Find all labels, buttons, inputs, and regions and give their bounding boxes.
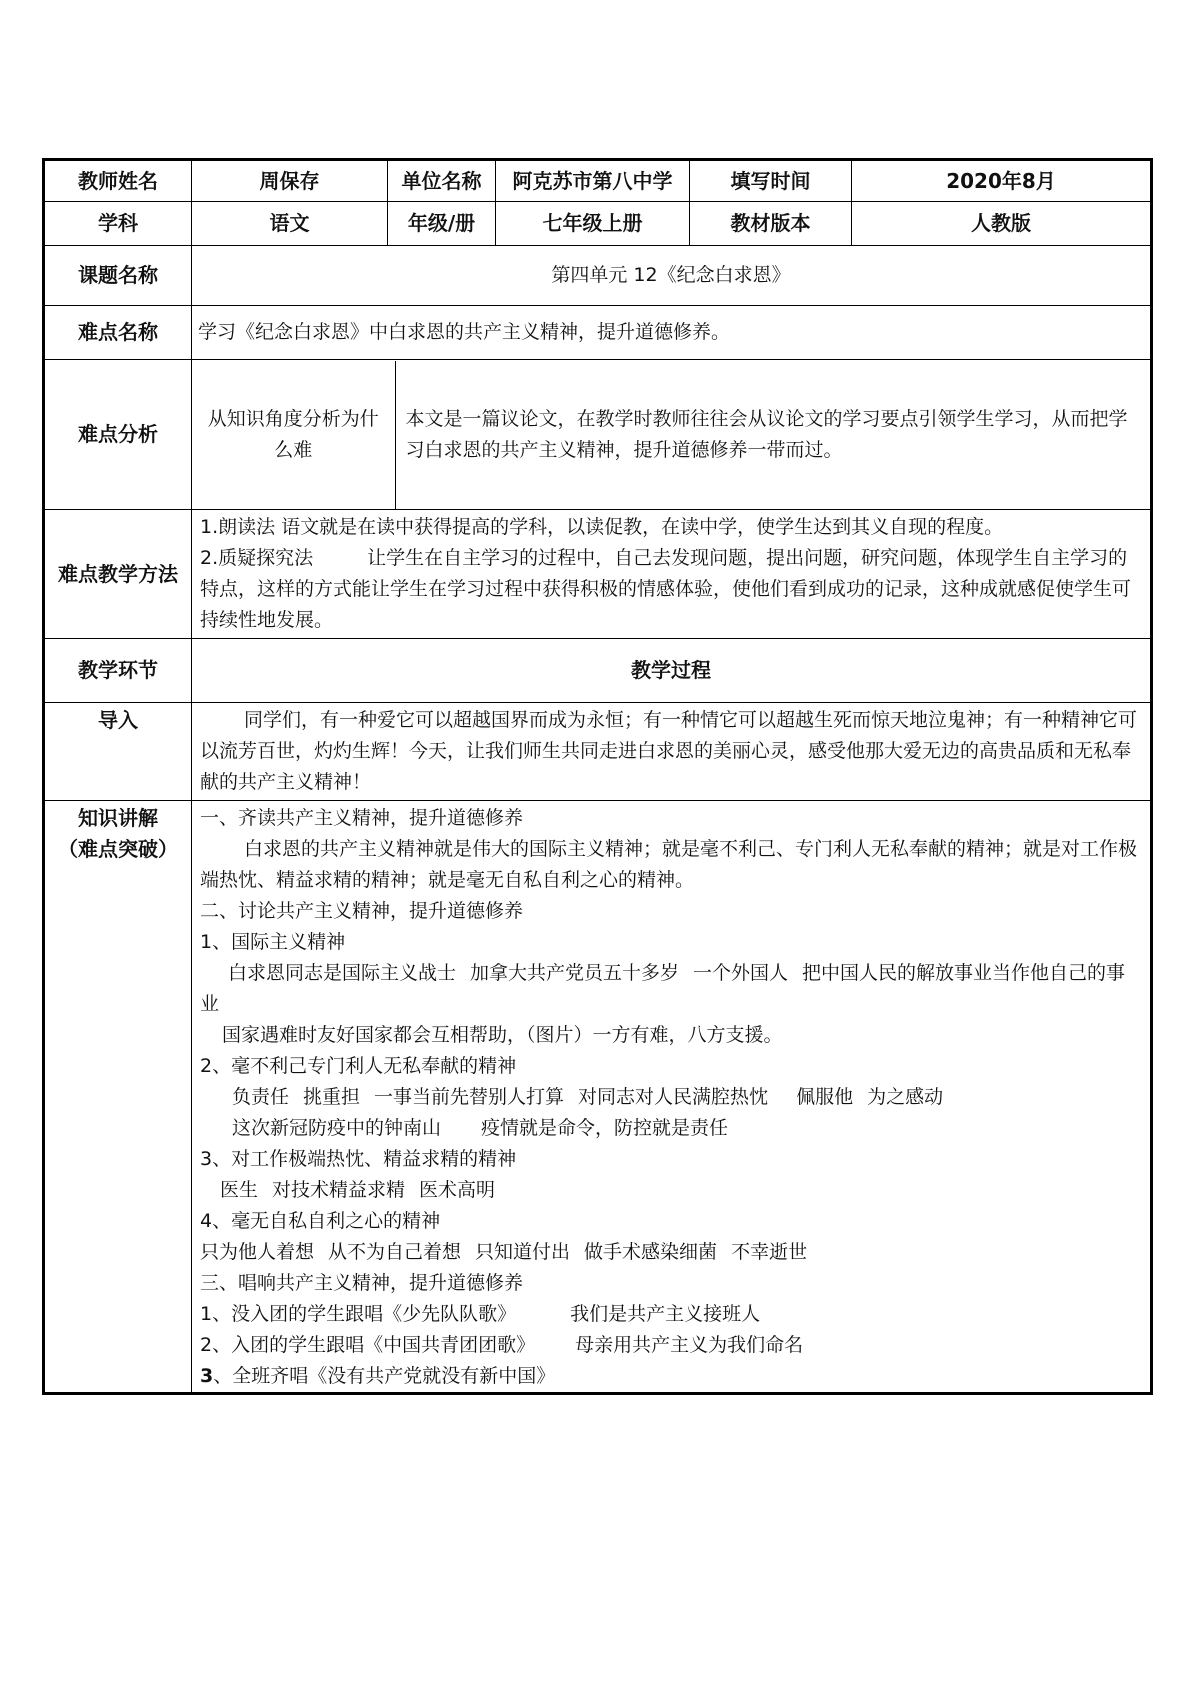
- point-1-title: 1、国际主义精神: [200, 931, 346, 953]
- lesson-plan-table: [42, 158, 1153, 1395]
- analysis-value: 本文是一篇议论文，在教学时教师往往会从议论文的学习要点引领学生学习，从而把学习白求恩的共产主义精神，提升道德修养一带而过。: [405, 407, 1128, 461]
- difficulty-label: 难点名称: [44, 306, 192, 360]
- grade-value: 七年级上册: [496, 202, 690, 246]
- method-item-2-title: 2.质疑探究法: [200, 547, 314, 569]
- point-2-line-a: 负责任 挑重担 一事当前先替别人打算 对同志对人民满腔热忱 佩服他 为之感动: [232, 1086, 944, 1108]
- subject-value: 语文: [192, 202, 388, 246]
- difficulty-value: 学习《纪念白求恩》中白求恩的共产主义精神，提升道德修养。: [192, 306, 1152, 360]
- knowledge-label: 知识讲解: [78, 806, 158, 830]
- intro-text: 同学们，有一种爱它可以超越国界而成为永恒；有一种情它可以超越生死而惊天地泣鬼神；有一种精神它可以流芳百世，灼灼生辉！今天，让我们师生共同走进白求恩的美丽心灵，感受他那大爱无边的高贵品质和无私奉献的共产主义精神！: [200, 709, 1138, 793]
- methods-label: 难点教学方法: [44, 510, 192, 639]
- time-label: 填写时间: [690, 160, 852, 202]
- intro-row: [44, 703, 1152, 801]
- section-3-title: 三、唱响共产主义精神，提升道德修养: [200, 1272, 524, 1294]
- topic-label: 课题名称: [44, 246, 192, 306]
- method-item-2-text: 让学生在自主学习的过程中，自己去发现问题，提出问题，研究问题，体现学生自主学习的特点，这样的方式能让学生在学习过程中获得积极的情感体验，使他们看到成功的记录，这种成就感促使学生可持续性地发展。: [200, 547, 1132, 631]
- knowledge-label-cell: [44, 801, 192, 1394]
- knowledge-row: [44, 801, 1152, 1394]
- method-item-1: 1.朗读法 语文就是在读中获得提高的学科，以读促教，在读中学，使学生达到其义自现的程度。: [200, 516, 1004, 538]
- process-label: 教学环节: [44, 639, 192, 703]
- teacher-value: 周保存: [192, 160, 388, 202]
- process-value: 教学过程: [192, 639, 1152, 703]
- info-row-2: [44, 202, 1152, 246]
- analysis-row: [44, 360, 1152, 510]
- point-1-line-a: 白求恩同志是国际主义战士 加拿大共产党员五十多岁 一个外国人 把中国人民的解放事业当作他自己的事业: [200, 962, 1126, 1015]
- chant-3: 3、全班齐唱《没有共产党就没有新中国》: [200, 1365, 556, 1387]
- point-2-line-b: 这次新冠防疫中的钟南山 疫情就是命令，防控就是责任: [232, 1117, 729, 1139]
- method-item-2: [200, 543, 1142, 636]
- info-row-1: [44, 160, 1152, 202]
- point-3-title: 3、对工作极端热忱、精益求精的精神: [200, 1148, 517, 1170]
- knowledge-cell: [192, 801, 1152, 1394]
- time-value: 2020年8月: [852, 160, 1152, 202]
- chant-2: 2、入团的学生跟唱《中国共青团团歌》 母亲用共产主义为我们命名: [200, 1334, 804, 1356]
- intro-cell: [192, 703, 1152, 801]
- unit-label: 单位名称: [388, 160, 496, 202]
- section-1-title: 一、齐读共产主义精神，提升道德修养: [200, 807, 524, 829]
- point-1-line-b: 国家遇难时友好国家都会互相帮助，（图片）一方有难，八方支援。: [222, 1024, 783, 1046]
- knowledge-sublabel: （难点突破）: [58, 837, 178, 861]
- point-3-line-a: 医生 对技术精益求精 医术高明: [220, 1179, 496, 1201]
- edition-value: 人教版: [852, 202, 1152, 246]
- difficulty-row: [44, 306, 1152, 360]
- topic-value: 第四单元 12《纪念白求恩》: [192, 246, 1152, 306]
- analysis-label: 难点分析: [44, 360, 192, 510]
- unit-value: 阿克苏市第八中学: [496, 160, 690, 202]
- chant-1: 1、没入团的学生跟唱《少先队队歌》 我们是共产主义接班人: [200, 1303, 761, 1325]
- point-4-title: 4、毫无自私自利之心的精神: [200, 1210, 441, 1232]
- methods-cell: [192, 510, 1152, 639]
- edition-label: 教材版本: [690, 202, 852, 246]
- subject-label: 学科: [44, 202, 192, 246]
- intro-label: 导入: [44, 703, 192, 801]
- analysis-sub-label: 从知识角度分析为什么难: [192, 361, 395, 509]
- lesson-plan-page: [42, 158, 1150, 1395]
- section-2-title: 二、讨论共产主义精神，提升道德修养: [200, 900, 524, 922]
- point-2-title: 2、毫不利己专门利人无私奉献的精神: [200, 1055, 517, 1077]
- section-1-text: 白求恩的共产主义精神就是伟大的国际主义精神；就是毫不利己、专门利人无私奉献的精神；就是对工作极端热忱、精益求精的精神；就是毫无自私自利之心的精神。: [200, 838, 1138, 891]
- analysis-cell: [192, 360, 1152, 510]
- point-4-line-a: 只为他人着想 从不为自己着想 只知道付出 做手术感染细菌 不幸逝世: [200, 1241, 808, 1263]
- process-header-row: [44, 639, 1152, 703]
- teacher-label: 教师姓名: [44, 160, 192, 202]
- analysis-inner-table: [192, 361, 1150, 509]
- grade-label: 年级/册: [388, 202, 496, 246]
- topic-row: [44, 246, 1152, 306]
- methods-row: [44, 510, 1152, 639]
